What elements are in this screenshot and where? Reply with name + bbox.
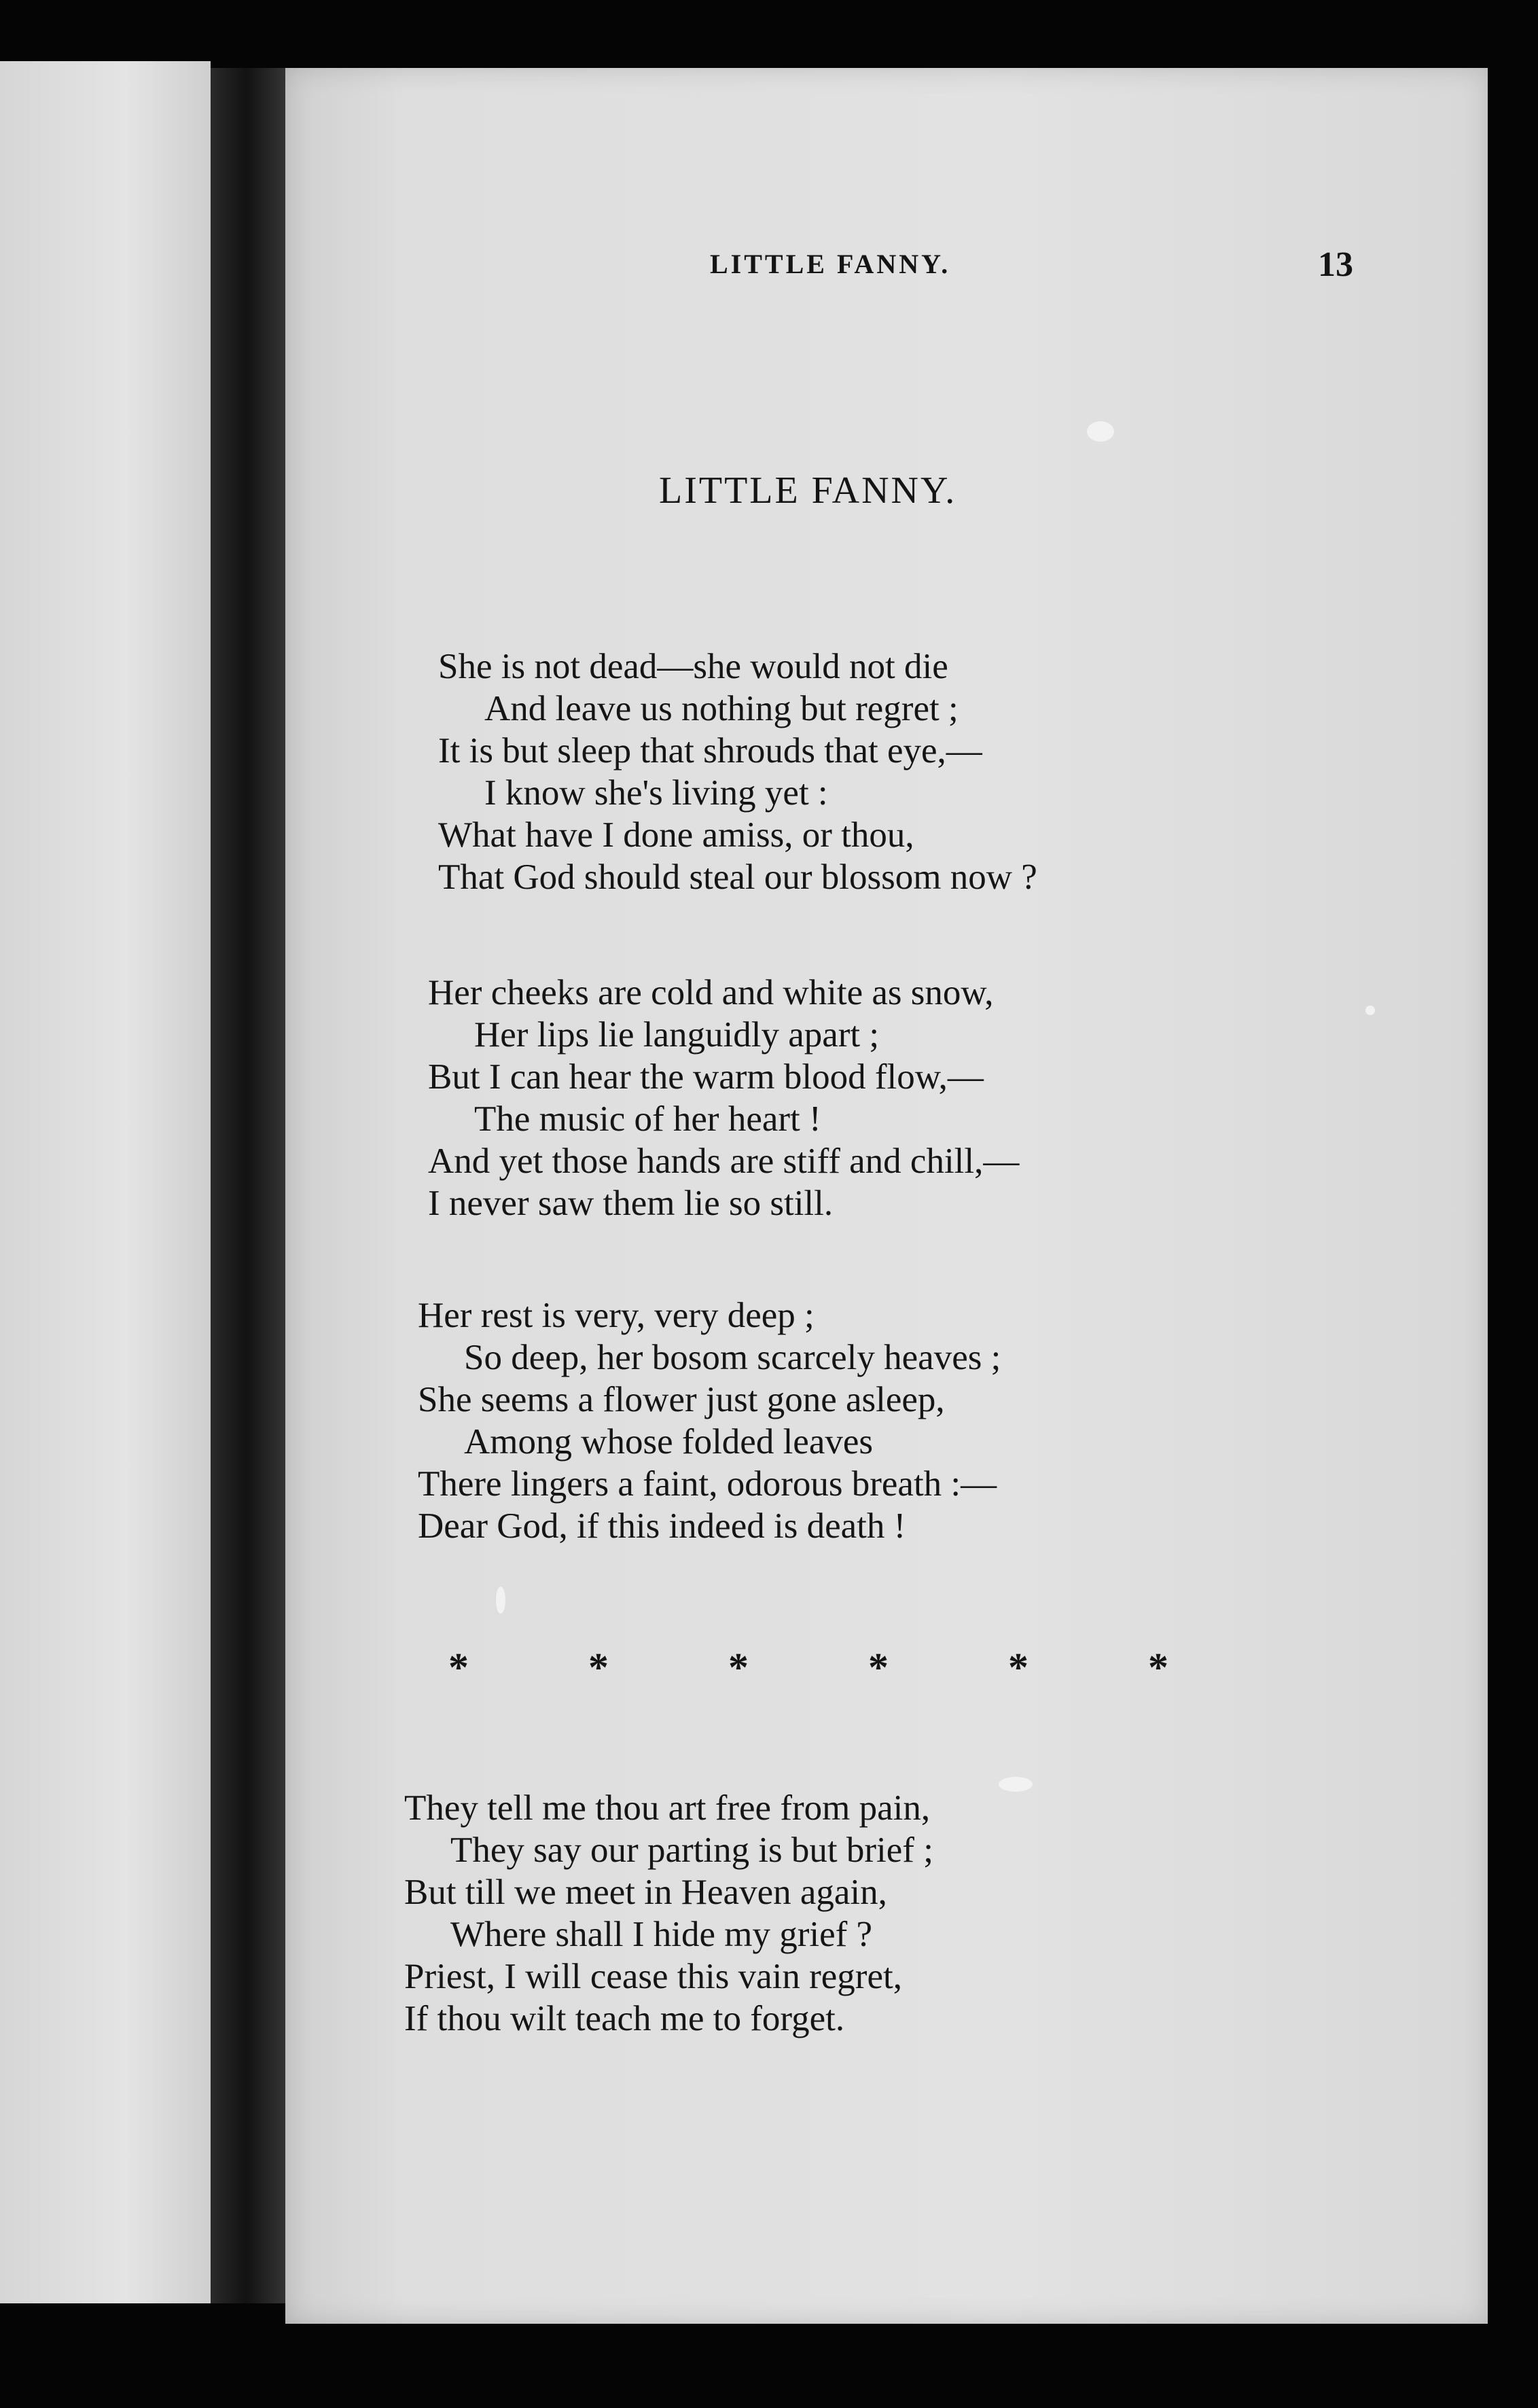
poem-line: She is not dead—she would not die [438, 647, 948, 686]
asterisk: * [588, 1645, 609, 1690]
page-number: 13 [1318, 245, 1353, 284]
stanza-1 [438, 645, 1037, 898]
stanza-4 [404, 1787, 933, 2040]
asterisk: * [448, 1645, 469, 1690]
poem-line: But till we meet in Heaven again, [404, 1873, 887, 1912]
poem-line: Her rest is very, very deep ; [418, 1296, 815, 1335]
poem-line: There lingers a faint, odorous breath :— [418, 1464, 997, 1504]
scan-speck [1087, 421, 1114, 442]
scan-speck [999, 1777, 1033, 1792]
poem-line: They tell me thou art free from pain, [404, 1788, 931, 1828]
poem-line: Her lips lie languidly apart ; [474, 1015, 880, 1055]
poem-line: They say our parting is but brief ; [450, 1830, 933, 1870]
scan-speck [1365, 1006, 1375, 1015]
poem-line: Where shall I hide my grief ? [450, 1915, 873, 1954]
poem-line: So deep, her bosom scarcely heaves ; [464, 1338, 1001, 1377]
poem-line: What have I done amiss, or thou, [438, 815, 914, 855]
scan-speck [496, 1587, 505, 1614]
poem-line: Among whose folded leaves [464, 1422, 873, 1462]
poem-line: And leave us nothing but regret ; [484, 689, 959, 728]
poem-line: If thou wilt teach me to forget. [404, 1999, 845, 2038]
poem-line: It is but sleep that shrouds that eye,— [438, 731, 982, 771]
asterisk: * [1148, 1645, 1168, 1690]
stanza-2 [428, 972, 1019, 1224]
poem-line: I know she's living yet : [484, 773, 828, 813]
poem-line: But I can hear the warm blood flow,— [428, 1057, 984, 1097]
poem-line: Priest, I will cease this vain regret, [404, 1957, 902, 1996]
asterisk: * [1008, 1645, 1029, 1690]
stanza-3 [418, 1294, 1001, 1547]
facing-page [0, 61, 211, 2303]
poem-line: Her cheeks are cold and white as snow, [428, 973, 994, 1012]
poem-line: I never saw them lie so still. [428, 1184, 834, 1223]
poem-title: LITTLE FANNY. [659, 470, 957, 512]
poem-line: She seems a flower just gone asleep, [418, 1380, 945, 1419]
poem-line: The music of her heart ! [474, 1099, 821, 1139]
poem-line: That God should steal our blossom now ? [438, 857, 1037, 897]
asterisk: * [728, 1645, 749, 1690]
running-head: LITTLE FANNY. [710, 249, 951, 279]
poem-line: And yet those hands are stiff and chill,— [428, 1141, 1020, 1181]
poem-line: Dear God, if this indeed is death ! [418, 1506, 906, 1546]
asterisk: * [868, 1645, 889, 1690]
section-separator [448, 1644, 1168, 1691]
